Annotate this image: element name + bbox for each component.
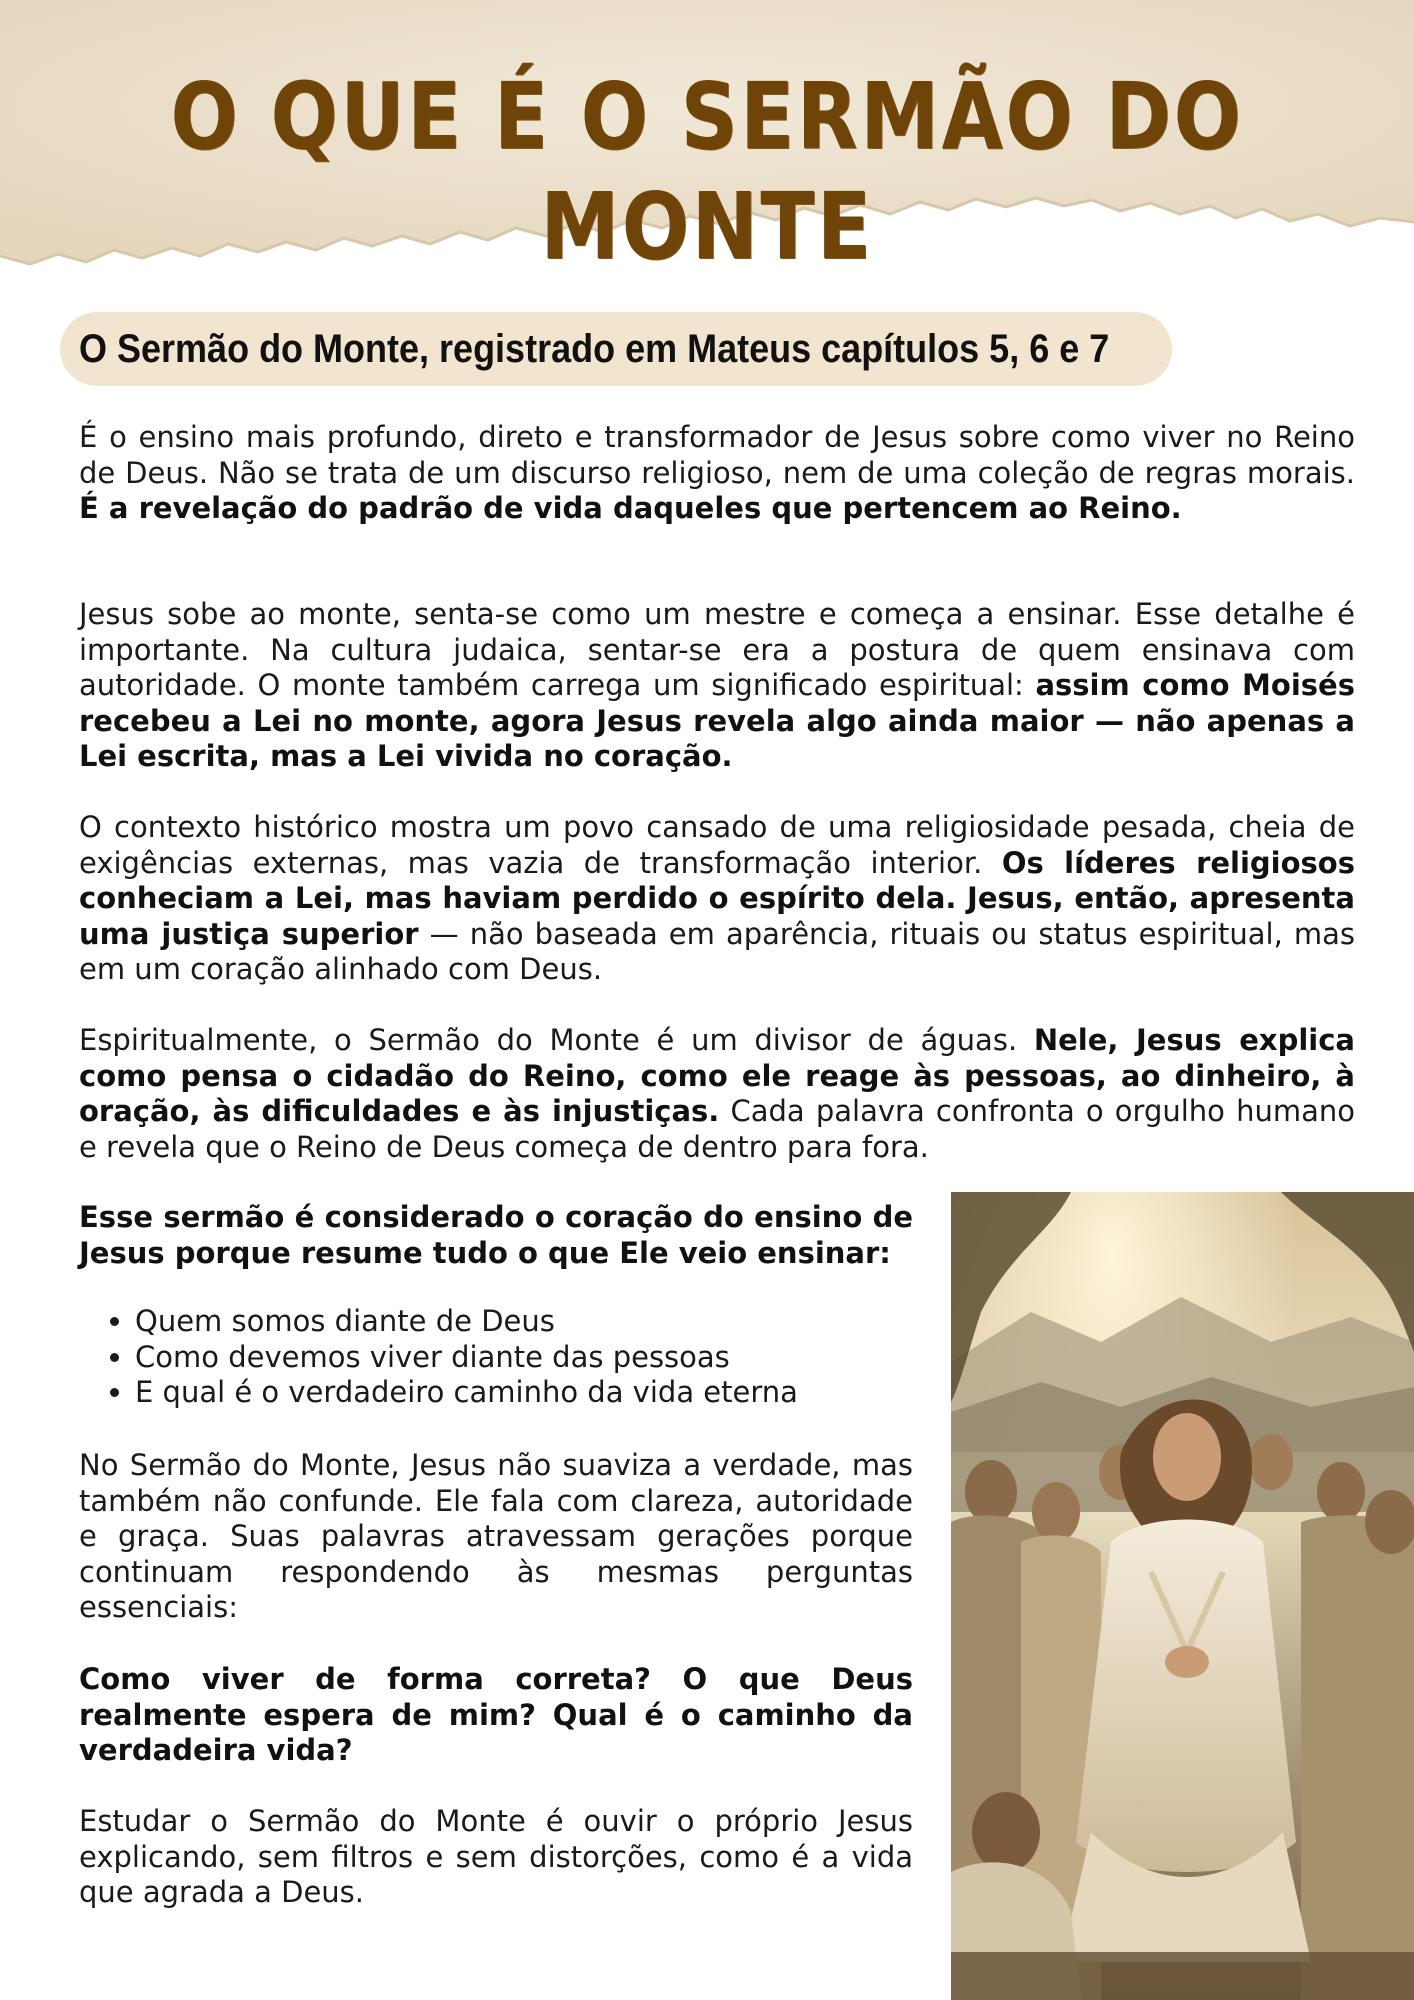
paragraph-context-tail: — não baseada em aparência, rituais ou status espiritual, mas em um coração alinhado com Deus. bbox=[79, 916, 1355, 986]
paragraph-questions-bold: Como viver de forma correta? O que Deus realmente espera de mim? Qual é o caminho da verdadeira vida? bbox=[79, 1662, 913, 1767]
paragraph-intro-bold: É a revelação do padrão de vida daqueles que pertencem ao Reino. bbox=[79, 491, 1182, 525]
paragraph-context-text: O contexto histórico mostra um povo cansado de uma religiosidade pesada, cheia de exigências externas, mas vazia de transformação interior. bbox=[79, 810, 1355, 880]
list-item: • E qual é o verdadeiro caminho da vida eterna bbox=[135, 1375, 913, 1411]
subtitle-banner bbox=[60, 312, 1172, 386]
paragraph-study-text: Estudar o Sermão do Monte é ouvir o próprio Jesus explicando, sem filtros e sem distorções, como é a vida que agrada a Deus. bbox=[79, 1804, 913, 1909]
paragraph-spiritual-bold: Nele, Jesus explica como pensa o cidadão do Reino, como ele reage às pessoas, ao dinheiro, à oração, às dificuldades e às injustiças. bbox=[79, 1023, 1355, 1128]
paragraph-questions bbox=[79, 1662, 913, 1769]
list-item: • Quem somos diante de Deus bbox=[135, 1304, 913, 1340]
paragraph-truth-text: No Sermão do Monte, Jesus não suaviza a verdade, mas também não confunde. Ele fala com clareza, autoridade e graça. Suas palavras atravessam gerações porque continuam respondendo às mesmas perguntas essenciais: bbox=[79, 1448, 913, 1624]
paragraph-spiritual bbox=[79, 1023, 1355, 1165]
paragraph-context-bold: Os líderes religiosos conheciam a Lei, mas haviam perdido o espírito dela. Jesus, então, apresenta uma justiça superior bbox=[79, 845, 1355, 951]
illustration-image bbox=[951, 1192, 1414, 2000]
paragraph-heart bbox=[79, 1200, 913, 1271]
page-title: O QUE É O SERMÃO DO MONTE bbox=[170, 63, 1244, 280]
paragraph-intro bbox=[79, 420, 1355, 527]
paragraph-mountain-bold: assim como Moisés recebeu a Lei no monte, agora Jesus revela algo ainda maior — não apenas a Lei escrita, mas a Lei vivida no coração. bbox=[79, 668, 1355, 773]
paragraph-spiritual-tail: Cada palavra confronta o orgulho humano e revela que o Reino de Deus começa de dentro para fora. bbox=[79, 1094, 1355, 1164]
paragraph-study bbox=[79, 1804, 913, 1911]
paragraph-intro-text: É o ensino mais profundo, direto e transformador de Jesus sobre como viver no Reino de Deus. Não se trata de um discurso religioso, nem de uma coleção de regras morais. bbox=[79, 420, 1355, 490]
paragraph-mountain-text: Jesus sobe ao monte, senta-se como um mestre e começa a ensinar. Esse detalhe é importante. Na cultura judaica, sentar-se era a postura de quem ensinava com autoridade. O monte também carrega um significado espiritual: bbox=[79, 597, 1355, 702]
paragraph-truth bbox=[79, 1448, 913, 1626]
list-item: • Como devemos viver diante das pessoas bbox=[135, 1340, 913, 1376]
paragraph-spiritual-text: Espiritualmente, o Sermão do Monte é um divisor de águas. bbox=[79, 1023, 1034, 1057]
jesus-teaching-illustration bbox=[951, 1192, 1414, 2000]
paragraph-heart-bold: Esse sermão é considerado o coração do ensino de Jesus porque resume tudo o que Ele veio ensinar: bbox=[79, 1200, 913, 1270]
subtitle-text: O Sermão do Monte, registrado em Mateus capítulos 5, 6 e 7 bbox=[79, 326, 1110, 371]
paragraph-mountain bbox=[79, 597, 1355, 775]
paragraph-context bbox=[79, 810, 1355, 988]
teaching-list bbox=[79, 1304, 913, 1411]
